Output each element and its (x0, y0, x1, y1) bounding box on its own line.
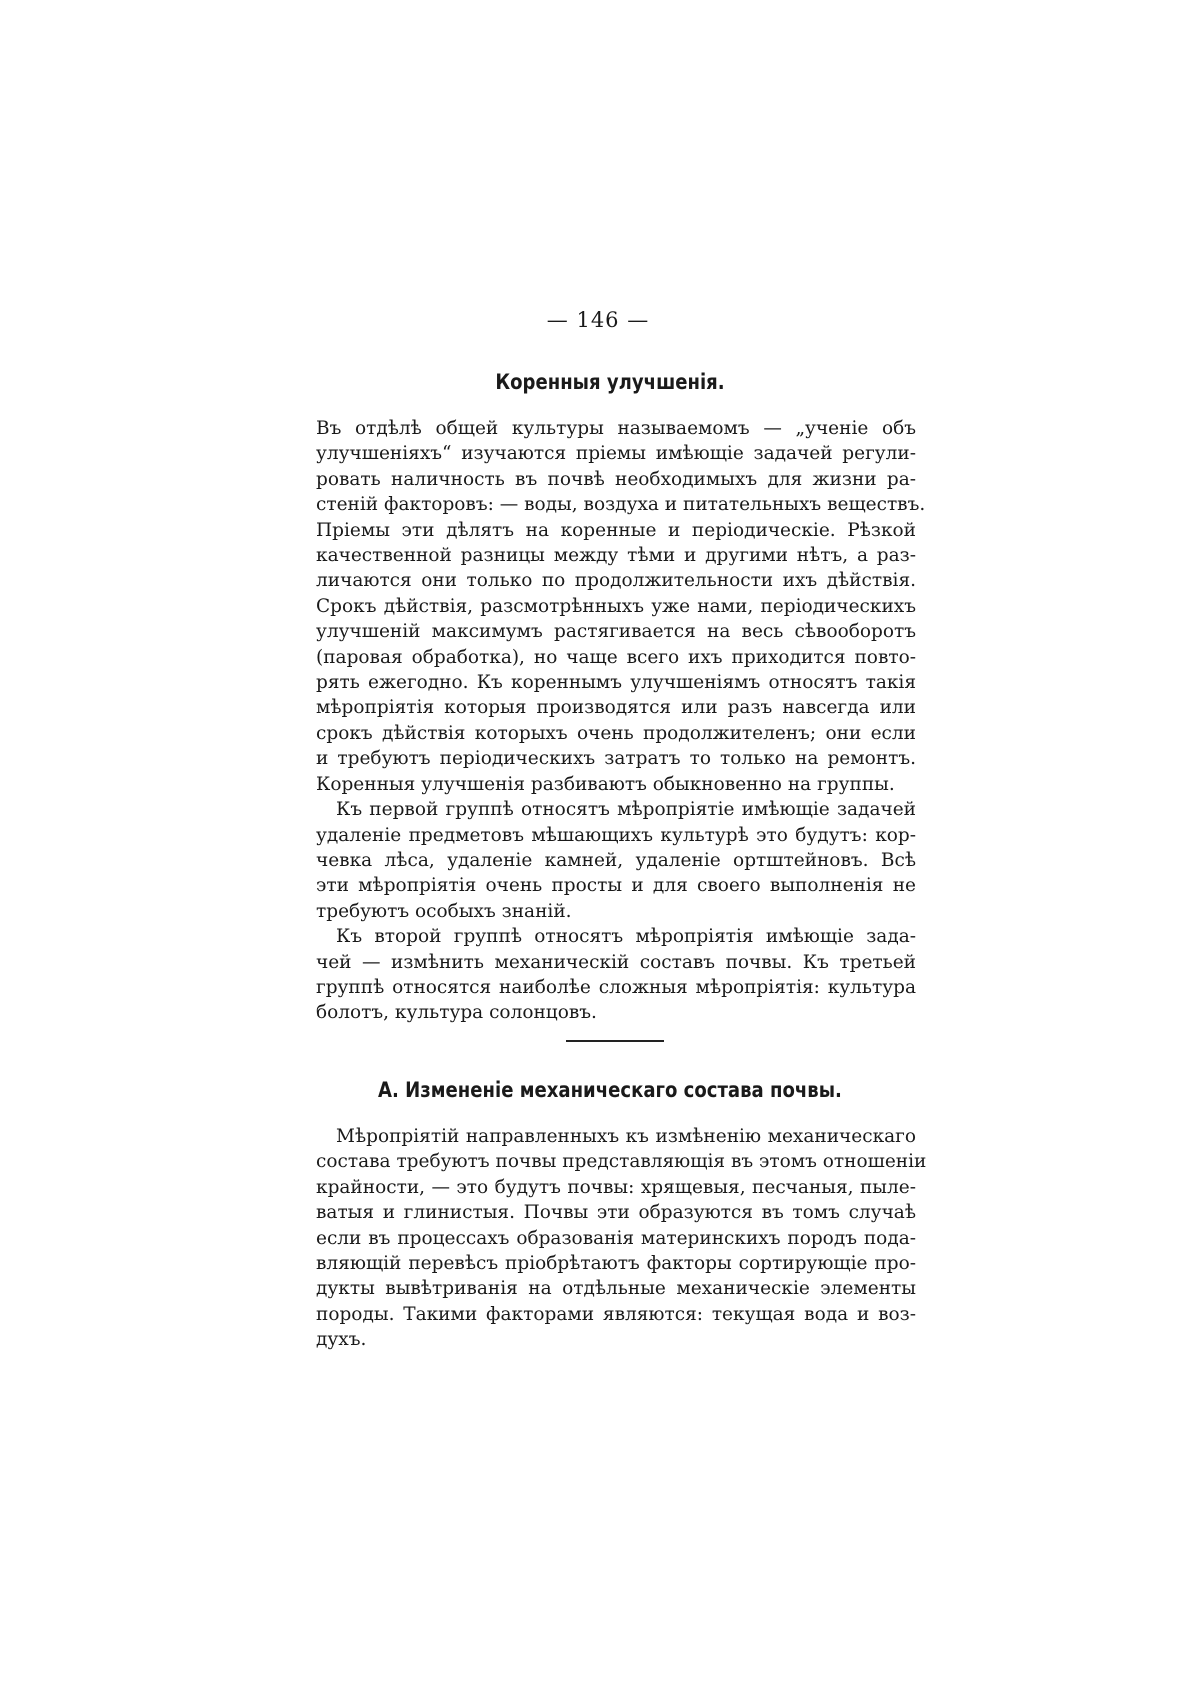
paragraph (316, 797, 916, 924)
text-line: удаленіе предметовъ мѣшающихъ культурѣ это будутъ: кор- (316, 824, 916, 846)
text-line: Въ отдѣлѣ общей культуры называемомъ — „ученіе объ (316, 418, 916, 439)
text-line: чевка лѣса, удаленіе камней, удаленіе ортштейновъ. Всѣ (316, 849, 916, 871)
text-line: состава требуютъ почвы представляющія въ этомъ отношеніи (316, 1151, 927, 1173)
text-line: Срокъ дѣйствія, разсмотрѣнныхъ уже нами, періодическихъ (316, 595, 916, 617)
text-line: Коренныя улучшенія разбиваютъ обыкновенно на группы. (316, 773, 895, 795)
page-number: — 146 — (546, 308, 650, 332)
section-title-root-improvements: Коренныя улучшенія. (495, 370, 725, 394)
text-line: если въ процессахъ образованія материнскихъ породъ пода- (316, 1227, 916, 1249)
text-line: духъ. (316, 1329, 367, 1351)
text-line: породы. Такими факторами являются: текущая вода и воз- (316, 1303, 916, 1325)
text-line: Къ первой группѣ относятъ мѣропріятіе имѣющіе задачей (336, 799, 916, 821)
text-line: и требуютъ періодическихъ затратъ то только на ремонтъ. (316, 748, 916, 770)
text-line: крайности, — это будутъ почвы: хрящевыя, песчаныя, пыле- (316, 1176, 916, 1198)
text-line: рять ежегодно. Къ кореннымъ улучшеніямъ относятъ такія (316, 672, 916, 694)
text-line: чей — измѣнить механическій составъ почвы. Къ третьей (316, 951, 916, 973)
text-line: улучшеній максимумъ растягивается на весь сѣвооборотъ (316, 621, 916, 643)
text-line: группѣ относятся наиболѣе сложныя мѣропріятія: культура (316, 976, 916, 998)
text-line: срокъ дѣйствія которыхъ очень продолжителенъ; они если (316, 722, 916, 744)
text-line: требуютъ особыхъ знаній. (316, 900, 572, 922)
text-line: Къ второй группѣ относятъ мѣропріятія имѣющіе зада- (336, 926, 916, 948)
text-line: улучшеніяхъ“ изучаются пріемы имѣющіе задачей регули- (316, 443, 916, 465)
section-title-mechanical-composition: А. Измененіе механическаго состава почвы. (378, 1078, 842, 1102)
text-line: ватыя и глинистыя. Почвы эти образуются въ томъ случаѣ (316, 1202, 916, 1224)
text-line: ровать наличность въ почвѣ необходимыхъ для жизни ра- (316, 468, 916, 490)
text-line: болотъ, культура солонцовъ. (316, 1002, 597, 1024)
paragraph (316, 1124, 927, 1353)
paragraph (316, 924, 916, 1026)
text-line: мѣропріятія которыя производятся или разъ навсегда или (316, 697, 916, 719)
text-line: эти мѣропріятія очень просты и для своего выполненія не (316, 875, 916, 897)
section-divider (566, 1040, 664, 1042)
text-line: Мѣропріятій направленныхъ къ измѣненію механическаго (336, 1126, 916, 1147)
text-line: качественной разницы между тѣми и другими нѣтъ, а раз- (316, 545, 916, 567)
section-body-mechanical-composition (316, 1124, 927, 1353)
text-line: личаются они только по продолжительности ихъ дѣйствія. (316, 570, 916, 592)
text-line: вляющій перевѣсъ пріобрѣтаютъ факторы сортирующіе про- (316, 1253, 916, 1275)
text-line: (паровая обработка), но чаще всего ихъ приходится повто- (316, 646, 916, 668)
text-line: дукты вывѣтриванія на отдѣльные механическіе элементы (316, 1278, 916, 1300)
text-line: стеній факторовъ: — воды, воздуха и питательныхъ веществъ. (316, 494, 926, 516)
section-body-root-improvements (316, 416, 926, 1026)
text-line: Пріемы эти дѣлятъ на коренные и періодическіе. Рѣзкой (316, 519, 916, 541)
paragraph (316, 416, 926, 797)
